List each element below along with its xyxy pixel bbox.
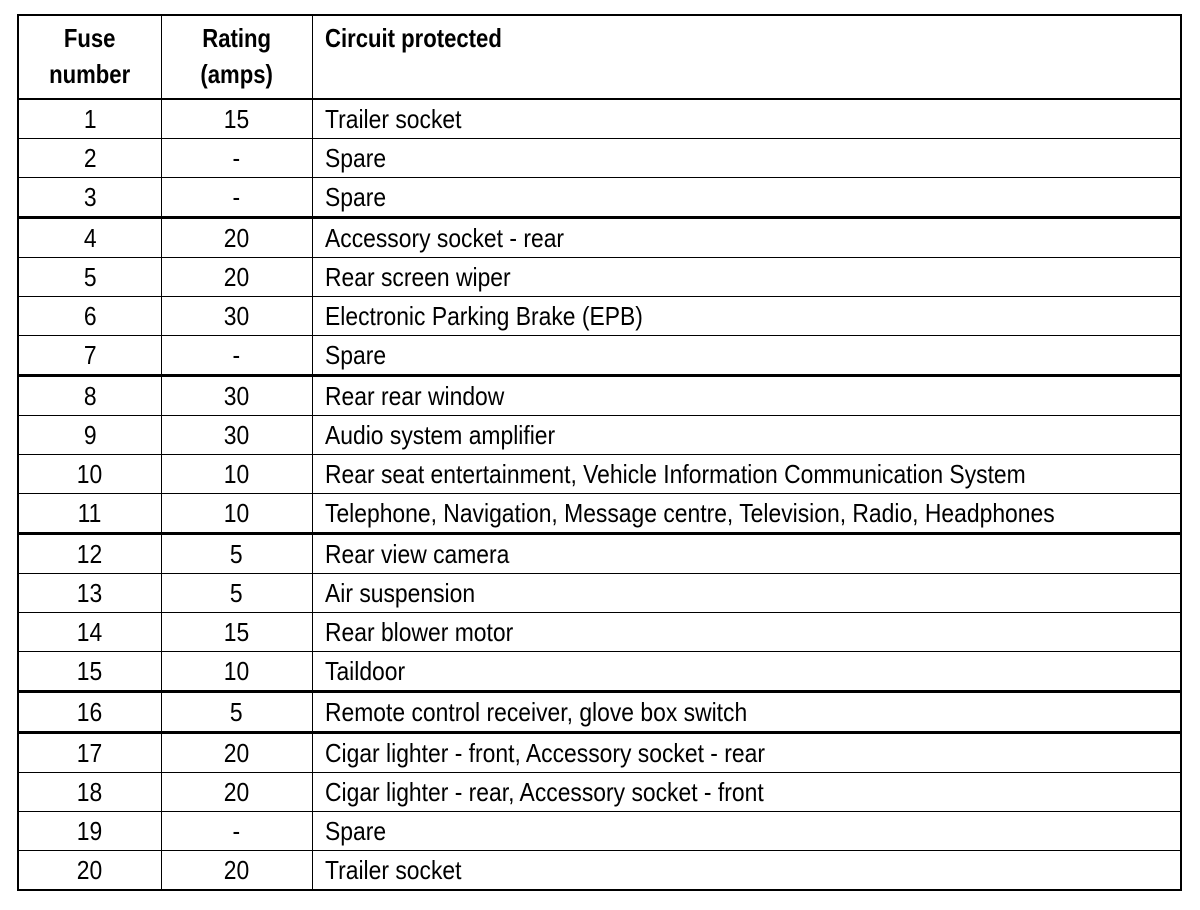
cell-rating: 10 xyxy=(161,455,312,494)
table-row xyxy=(18,178,1181,218)
cell-rating: 20 xyxy=(161,733,312,773)
header-rating: Rating (amps) xyxy=(161,15,312,99)
cell-rating: 20 xyxy=(161,851,312,891)
cell-circuit-protected: Spare xyxy=(312,812,1181,851)
table-row xyxy=(18,851,1181,891)
cell-fuse-number: 14 xyxy=(18,613,161,652)
cell-rating: 30 xyxy=(161,376,312,416)
cell-circuit-protected: Telephone, Navigation, Message centre, Television, Radio, Headphones xyxy=(312,494,1181,534)
table-row xyxy=(18,574,1181,613)
cell-circuit-protected: Trailer socket xyxy=(312,851,1181,891)
cell-rating: 30 xyxy=(161,297,312,336)
table-row xyxy=(18,218,1181,258)
cell-circuit-protected: Electronic Parking Brake (EPB) xyxy=(312,297,1181,336)
cell-fuse-number: 17 xyxy=(18,733,161,773)
table-row xyxy=(18,613,1181,652)
cell-fuse-number: 16 xyxy=(18,692,161,733)
cell-fuse-number: 7 xyxy=(18,336,161,376)
table-row xyxy=(18,416,1181,455)
table-row xyxy=(18,692,1181,733)
cell-fuse-number: 18 xyxy=(18,773,161,812)
cell-fuse-number: 5 xyxy=(18,258,161,297)
cell-circuit-protected: Rear screen wiper xyxy=(312,258,1181,297)
cell-fuse-number: 12 xyxy=(18,534,161,574)
table-row xyxy=(18,297,1181,336)
cell-circuit-protected: Taildoor xyxy=(312,652,1181,692)
table-row xyxy=(18,733,1181,773)
cell-fuse-number: 1 xyxy=(18,99,161,139)
cell-circuit-protected: Remote control receiver, glove box switch xyxy=(312,692,1181,733)
cell-rating: 10 xyxy=(161,494,312,534)
cell-fuse-number: 13 xyxy=(18,574,161,613)
cell-fuse-number: 9 xyxy=(18,416,161,455)
cell-rating: 30 xyxy=(161,416,312,455)
table-row xyxy=(18,139,1181,178)
header-fuse-number: Fuse number xyxy=(18,15,161,99)
cell-circuit-protected: Cigar lighter - rear, Accessory socket - front xyxy=(312,773,1181,812)
cell-rating: - xyxy=(161,336,312,376)
cell-circuit-protected: Rear blower motor xyxy=(312,613,1181,652)
table-body xyxy=(18,99,1181,890)
cell-circuit-protected: Trailer socket xyxy=(312,99,1181,139)
cell-rating: - xyxy=(161,178,312,218)
table-row xyxy=(18,773,1181,812)
table-row xyxy=(18,258,1181,297)
cell-fuse-number: 2 xyxy=(18,139,161,178)
table-header-row xyxy=(18,15,1181,99)
header-circuit-protected: Circuit protected xyxy=(312,15,1181,99)
cell-rating: 5 xyxy=(161,692,312,733)
cell-circuit-protected: Spare xyxy=(312,336,1181,376)
cell-fuse-number: 3 xyxy=(18,178,161,218)
table-row xyxy=(18,494,1181,534)
cell-fuse-number: 8 xyxy=(18,376,161,416)
cell-rating: 10 xyxy=(161,652,312,692)
table-row xyxy=(18,812,1181,851)
cell-rating: 20 xyxy=(161,218,312,258)
fuse-table xyxy=(17,14,1182,891)
table-row xyxy=(18,534,1181,574)
table-row xyxy=(18,652,1181,692)
cell-circuit-protected: Spare xyxy=(312,178,1181,218)
cell-rating: - xyxy=(161,812,312,851)
cell-rating: 20 xyxy=(161,773,312,812)
cell-rating: 5 xyxy=(161,574,312,613)
table-row xyxy=(18,376,1181,416)
cell-circuit-protected: Accessory socket - rear xyxy=(312,218,1181,258)
cell-circuit-protected: Audio system amplifier xyxy=(312,416,1181,455)
cell-fuse-number: 4 xyxy=(18,218,161,258)
cell-circuit-protected: Rear seat entertainment, Vehicle Information Communication System xyxy=(312,455,1181,494)
cell-rating: - xyxy=(161,139,312,178)
cell-circuit-protected: Cigar lighter - front, Accessory socket - rear xyxy=(312,733,1181,773)
table-row xyxy=(18,455,1181,494)
cell-rating: 5 xyxy=(161,534,312,574)
cell-fuse-number: 20 xyxy=(18,851,161,891)
cell-fuse-number: 15 xyxy=(18,652,161,692)
table-row xyxy=(18,99,1181,139)
cell-circuit-protected: Air suspension xyxy=(312,574,1181,613)
cell-fuse-number: 19 xyxy=(18,812,161,851)
table-row xyxy=(18,336,1181,376)
cell-rating: 15 xyxy=(161,99,312,139)
cell-circuit-protected: Rear rear window xyxy=(312,376,1181,416)
cell-rating: 20 xyxy=(161,258,312,297)
cell-fuse-number: 10 xyxy=(18,455,161,494)
cell-fuse-number: 6 xyxy=(18,297,161,336)
cell-circuit-protected: Spare xyxy=(312,139,1181,178)
cell-fuse-number: 11 xyxy=(18,494,161,534)
cell-rating: 15 xyxy=(161,613,312,652)
cell-circuit-protected: Rear view camera xyxy=(312,534,1181,574)
